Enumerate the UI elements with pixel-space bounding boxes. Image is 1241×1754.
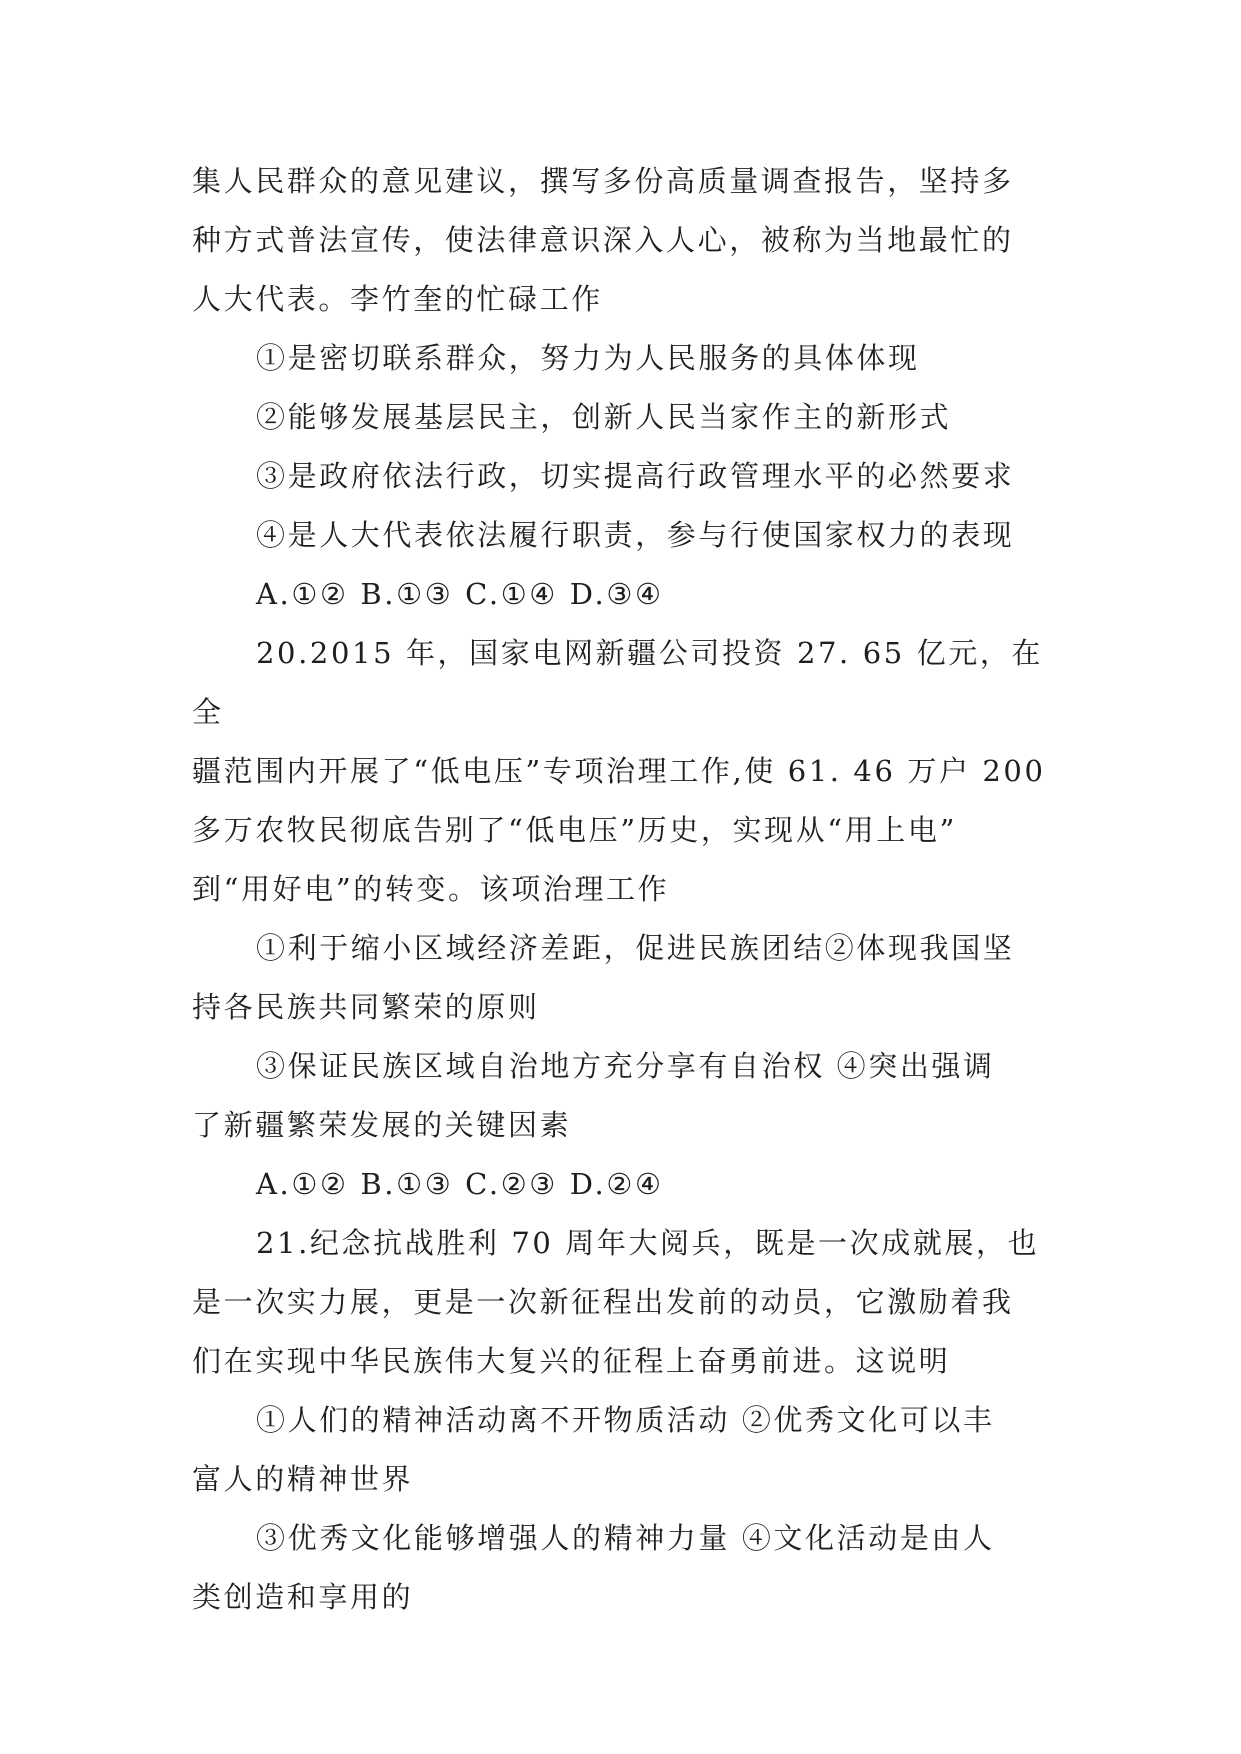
- text-line: 到“用好电”的转变。该项治理工作: [192, 872, 670, 906]
- answer-choices: A.①② B.①③ C.②③ D.②④: [256, 1167, 664, 1201]
- option-line: ③保证民族区域自治地方充分享有自治权 ④突出强调: [256, 1049, 995, 1083]
- option-line: ②能够发展基层民主，创新人民当家作主的新形式: [256, 400, 952, 434]
- option-line: ③是政府依法行政，切实提高行政管理水平的必然要求: [256, 459, 1015, 493]
- text-line: 是一次实力展，更是一次新征程出发前的动员，它激励着我: [192, 1285, 1014, 1319]
- text-line: 集人民群众的意见建议，撰写多份高质量调查报告，坚持多: [192, 164, 1014, 198]
- text-line: 了新疆繁荣发展的关键因素: [192, 1108, 572, 1142]
- question-20: 20.2015 年，国家电网新疆公司投资 27. 65 亿元，在全: [192, 636, 1044, 729]
- text-line: 种方式普法宣传，使法律意识深入人心，被称为当地最忙的: [192, 223, 1014, 257]
- option-line: ③优秀文化能够增强人的精神力量 ④文化活动是由人: [256, 1521, 995, 1555]
- text-line: 们在实现中华民族伟大复兴的征程上奋勇前进。这说明: [192, 1344, 951, 1378]
- text-line: 类创造和享用的: [192, 1580, 414, 1614]
- text-line: 多万农牧民彻底告别了“低电压”历史，实现从“用上电”: [192, 813, 957, 847]
- option-line: ①利于缩小区域经济差距，促进民族团结②体现我国坚: [256, 931, 1015, 965]
- text-line: 持各民族共同繁荣的原则: [192, 990, 540, 1024]
- question-21: 21.纪念抗战胜利 70 周年大阅兵，既是一次成就展，也: [256, 1226, 1040, 1260]
- answer-choices: A.①② B.①③ C.①④ D.③④: [256, 577, 664, 611]
- text-line: 人大代表。李竹奎的忙碌工作: [192, 282, 603, 316]
- option-line: ①人们的精神活动离不开物质活动 ②优秀文化可以丰: [256, 1403, 995, 1437]
- text-line: 富人的精神世界: [192, 1462, 414, 1496]
- text-line: 疆范围内开展了“低电压”专项治理工作,使 61. 46 万户 200: [192, 754, 1046, 788]
- document-body: [192, 152, 1052, 1627]
- option-line: ④是人大代表依法履行职责，参与行使国家权力的表现: [256, 518, 1015, 552]
- option-line: ①是密切联系群众，努力为人民服务的具体体现: [256, 341, 920, 375]
